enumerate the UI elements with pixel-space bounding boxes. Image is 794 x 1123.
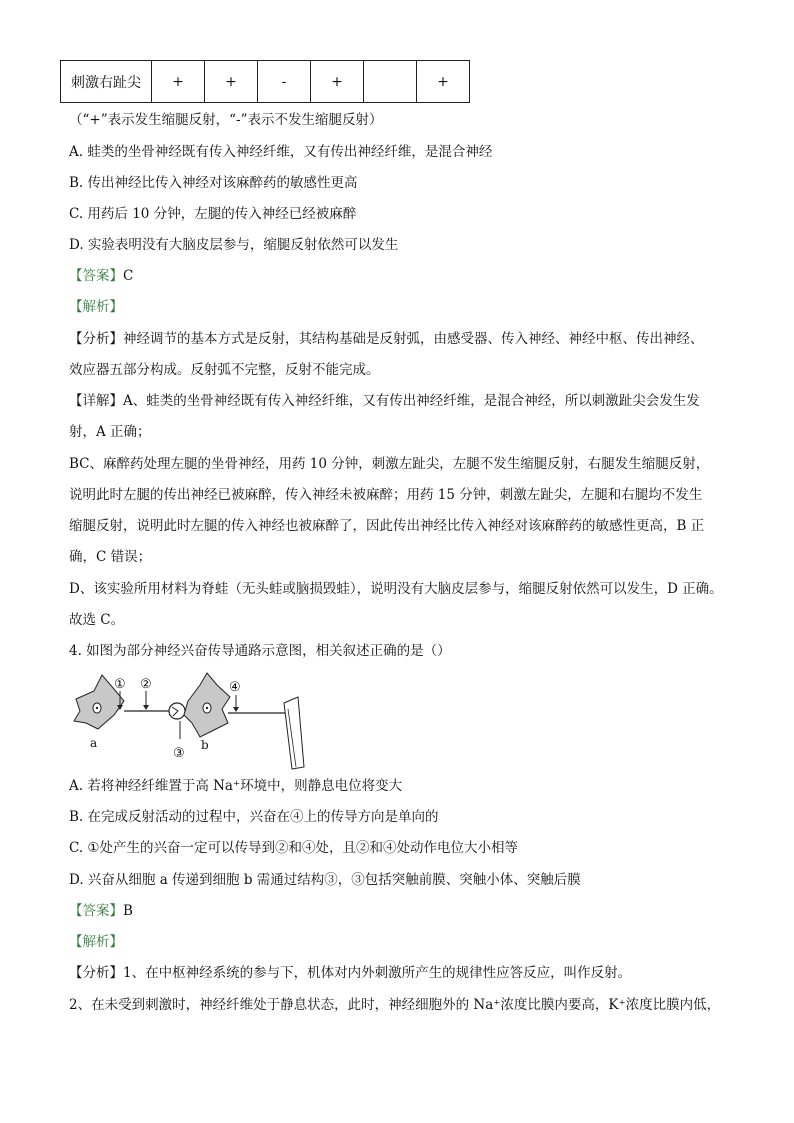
- label-1: ①: [114, 677, 126, 692]
- table-cell: -: [258, 61, 311, 103]
- synapse-3: [169, 703, 185, 719]
- answer-value: C: [123, 268, 134, 284]
- label-b: b: [201, 738, 209, 752]
- table-cell: [364, 61, 417, 103]
- q3-answer: [69, 267, 133, 285]
- row-label: 刺激右趾尖: [61, 61, 152, 103]
- q4-answer: [69, 902, 133, 920]
- q3-analysis-line: 【详解】A、蛙类的坐骨神经既有传入神经纤维，又有传出神经纤维，是混合神经，所以刺激趾尖会发生发: [69, 393, 700, 409]
- q3-option-a: A. 蛙类的坐骨神经既有传入神经纤维，又有传出神经纤维，是混合神经: [69, 144, 493, 160]
- q4-option-a: A. 若将神经纤维置于高 Na⁺环境中，则静息电位将变大: [69, 778, 403, 794]
- table-cell: +: [417, 61, 470, 103]
- table-note: （“+”表示发生缩腿反射，“-”表示不发生缩腿反射）: [69, 112, 383, 128]
- q4-analysis-line: 2、在未受到刺激时，神经纤维处于静息状态，此时，神经细胞外的 Na⁺浓度比膜内要高，K⁺浓度比膜内低，: [69, 997, 721, 1013]
- q3-analysis-line: 【分析】神经调节的基本方式是反射，其结构基础是反射弧，由感受器、传入神经、神经中枢、传出神经、: [69, 331, 704, 347]
- label-a: a: [90, 736, 98, 750]
- q3-analysis-line: 确，C 错误；: [69, 549, 152, 565]
- q3-analysis-line: BC、麻醉药处理左腿的坐骨神经，用药 10 分钟，刺激左趾尖，左腿不发生缩腿反射，右腿发生缩腿反射，: [69, 456, 710, 472]
- answer-value: B: [123, 903, 133, 919]
- q4-option-b: B. 在完成反射活动的过程中，兴奋在④上的传导方向是单向的: [69, 809, 439, 825]
- table-row: [61, 61, 470, 103]
- q3-analysis-line: D、该实验所用材料为脊蛙（无头蛙或脑损毁蛙），说明没有大脑皮层参与，缩腿反射依然可以发生，D 正确。: [69, 581, 723, 597]
- q3-option-c: C. 用药后 10 分钟，左腿的传入神经已经被麻醉: [69, 206, 357, 222]
- table-cell: +: [311, 61, 364, 103]
- answer-tag: 【答案】: [69, 903, 123, 919]
- effector-muscle: [284, 697, 304, 769]
- table-cell: +: [152, 61, 205, 103]
- label-2: ②: [140, 677, 152, 692]
- q4-analysis-line: 【分析】1、在中枢神经系统的参与下，机体对内外刺激所产生的规律性应答反应，叫作反射。: [69, 965, 632, 981]
- q3-analysis-line: 缩腿反射，说明此时左腿的传入神经也被麻醉了，因此传出神经比传入神经对该麻醉药的敏感性更高，B 正: [69, 518, 705, 534]
- q3-analysis-line: 效应器五部分构成。反射弧不完整，反射不能完成。: [69, 362, 380, 378]
- answer-tag: 【答案】: [69, 268, 123, 284]
- q4-analysis-tag: 【解析】: [69, 934, 123, 950]
- q3-analysis-line: 射，A 正确；: [69, 424, 151, 440]
- q4-option-d: D. 兴奋从细胞 a 传递到细胞 b 需通过结构③，③包括突触前膜、突触小体、突触后膜: [69, 872, 581, 888]
- stimulus-table: [60, 60, 470, 103]
- q3-option-b: B. 传出神经比传入神经对该麻醉药的敏感性更高: [69, 175, 358, 191]
- q4-stem: 4. 如图为部分神经兴奋传导通路示意图，相关叙述正确的是（）: [69, 643, 451, 659]
- q4-option-c: C. ①处产生的兴奋一定可以传导到②和④处，且②和④处动作电位大小相等: [69, 840, 519, 856]
- q3-analysis-tag: 【解析】: [69, 299, 123, 315]
- q3-analysis-line: 说明此时左腿的传出神经已被麻醉，传入神经未被麻醉；用药 15 分钟，刺激左趾尖，左腿和右腿均不发生: [69, 487, 703, 503]
- label-4: ④: [229, 680, 241, 695]
- q3-option-d: D. 实验表明没有大脑皮层参与，缩腿反射依然可以发生: [69, 237, 399, 253]
- table-cell: +: [205, 61, 258, 103]
- label-3: ③: [173, 746, 185, 761]
- q3-analysis-line: 故选 C。: [69, 612, 125, 628]
- neuron-pathway-figure: [70, 671, 310, 771]
